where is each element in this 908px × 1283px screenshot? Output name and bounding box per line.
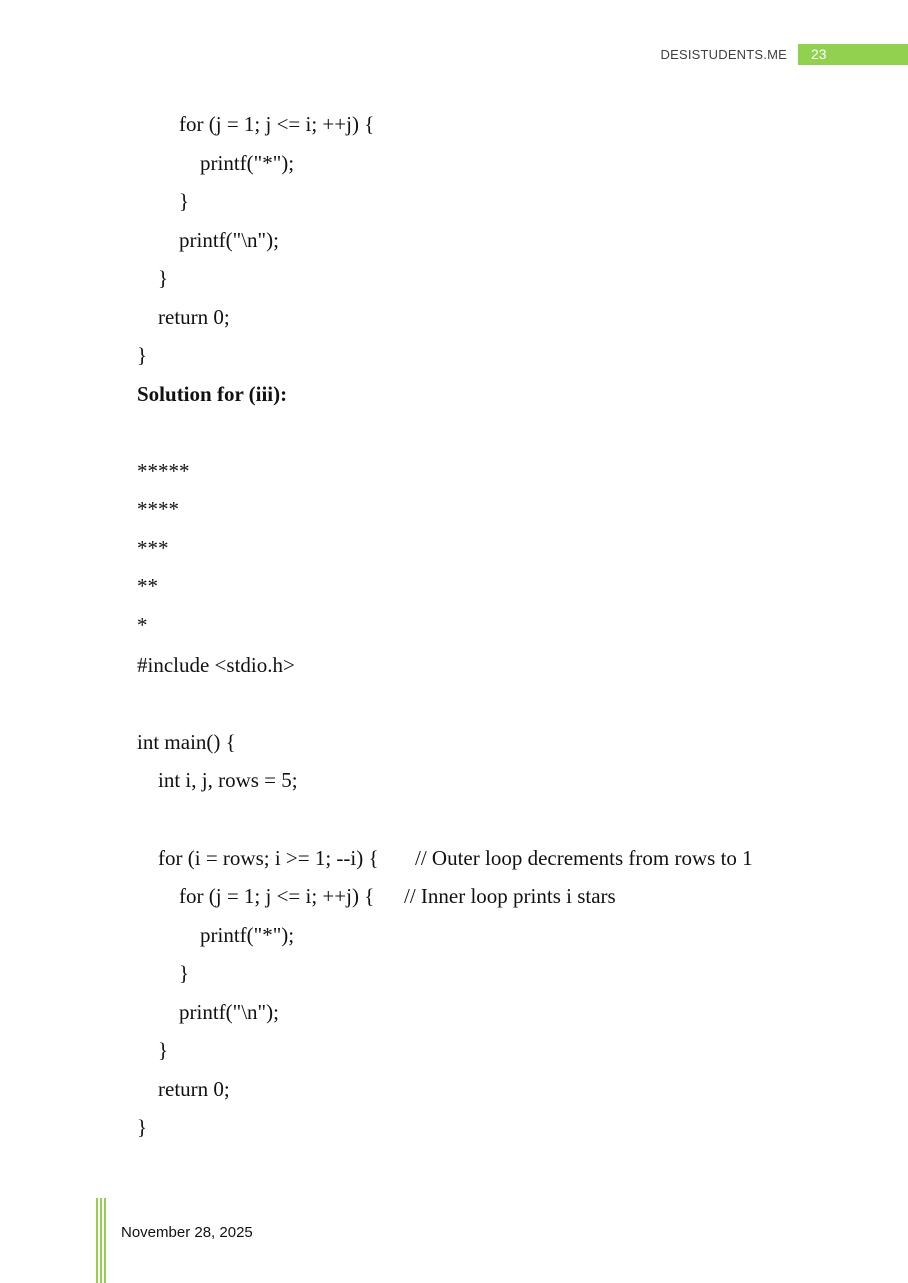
code-line: for (j = 1; j <= i; ++j) {: [179, 112, 375, 136]
site-name: DESISTUDENTS.ME: [660, 47, 787, 62]
code-comment: // Outer loop decrements from rows to 1: [415, 846, 753, 870]
code-line: printf("*");: [200, 151, 295, 175]
footer-date: November 28, 2025: [121, 1224, 253, 1241]
pattern-line: *****: [137, 459, 190, 483]
code-comment: // Inner loop prints i stars: [404, 884, 616, 908]
solution-heading: Solution for (iii):: [137, 382, 288, 406]
pattern-line: **: [137, 574, 158, 598]
pattern-line: ****: [137, 497, 179, 521]
pattern-line: ***: [137, 536, 169, 560]
code-line: #include <stdio.h>: [137, 653, 295, 677]
code-line: }: [158, 266, 169, 290]
page-header: [660, 44, 908, 65]
code-line: for (j = 1; j <= i; ++j) {: [179, 884, 375, 908]
code-line: return 0;: [158, 1077, 230, 1101]
code-line: for (i = rows; i >= 1; --i) {: [158, 846, 379, 870]
code-line: }: [158, 1038, 169, 1062]
code-line: }: [179, 189, 190, 213]
page-number: 23: [798, 44, 908, 65]
code-line: printf("\n");: [179, 1000, 279, 1024]
code-line: }: [137, 343, 148, 367]
code-line: printf("*");: [200, 923, 295, 947]
code-line: return 0;: [158, 305, 230, 329]
code-line: int i, j, rows = 5;: [158, 768, 298, 792]
pattern-line: *: [137, 613, 148, 637]
code-line: }: [137, 1115, 148, 1139]
code-line: }: [179, 961, 190, 985]
footer-accent-bars: [96, 1198, 110, 1283]
code-line: printf("\n");: [179, 228, 279, 252]
code-line: int main() {: [137, 730, 236, 754]
